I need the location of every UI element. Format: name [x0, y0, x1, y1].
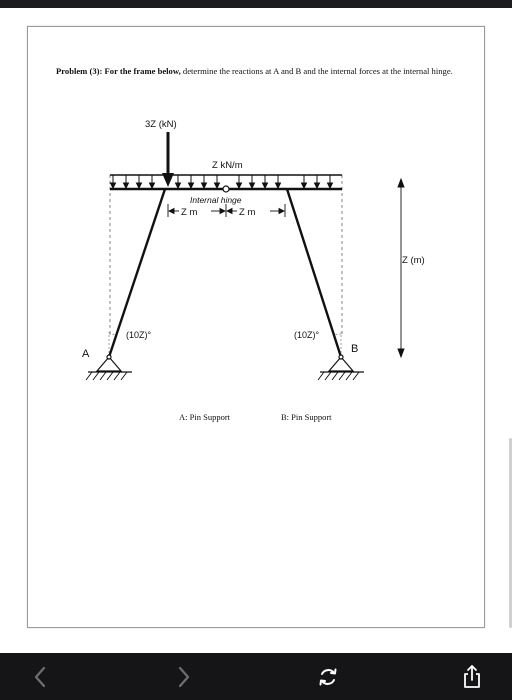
angle-a-label: (10Z)°: [126, 330, 152, 340]
left-span-label: Z m: [181, 207, 198, 218]
back-button[interactable]: [24, 661, 56, 693]
status-bar: [0, 0, 512, 8]
document-viewer[interactable]: [0, 8, 512, 653]
frame-diagram: [28, 27, 484, 627]
refresh-icon: [316, 665, 340, 689]
angle-b-label: (10Z)°: [294, 330, 320, 340]
internal-hinge: [223, 186, 229, 192]
right-span-label: Z m: [239, 207, 256, 218]
bottom-toolbar: [0, 653, 512, 700]
share-button[interactable]: [456, 661, 488, 693]
angle-a-arc: [109, 334, 116, 335]
refresh-button[interactable]: [312, 661, 344, 693]
point-load-label: 3Z (kN): [145, 119, 177, 130]
share-icon: [460, 664, 484, 690]
hinge-label: Internal hinge: [190, 195, 242, 205]
support-a-caption: A: Pin Support: [179, 412, 231, 422]
support-b: [318, 355, 364, 380]
document-page: [27, 26, 485, 628]
support-a: [86, 355, 132, 380]
chevron-right-icon: [177, 666, 191, 688]
chevron-left-icon: [33, 666, 47, 688]
problem-body: determine the reactions at A and B and the internal forces at the internal hinge.: [180, 66, 453, 76]
udl-arrows: [111, 175, 333, 188]
problem-heading: Problem (3): For the frame below,: [56, 66, 181, 76]
forward-button[interactable]: [168, 661, 200, 693]
point-load-arrowhead: [162, 173, 174, 187]
support-a-label: A: [82, 348, 90, 360]
height-dimension: [398, 179, 404, 357]
height-label: Z (m): [402, 255, 425, 266]
support-b-label: B: [351, 343, 359, 355]
support-b-caption: B: Pin Support: [281, 412, 332, 422]
distributed-load-label: Z kN/m: [212, 160, 243, 171]
